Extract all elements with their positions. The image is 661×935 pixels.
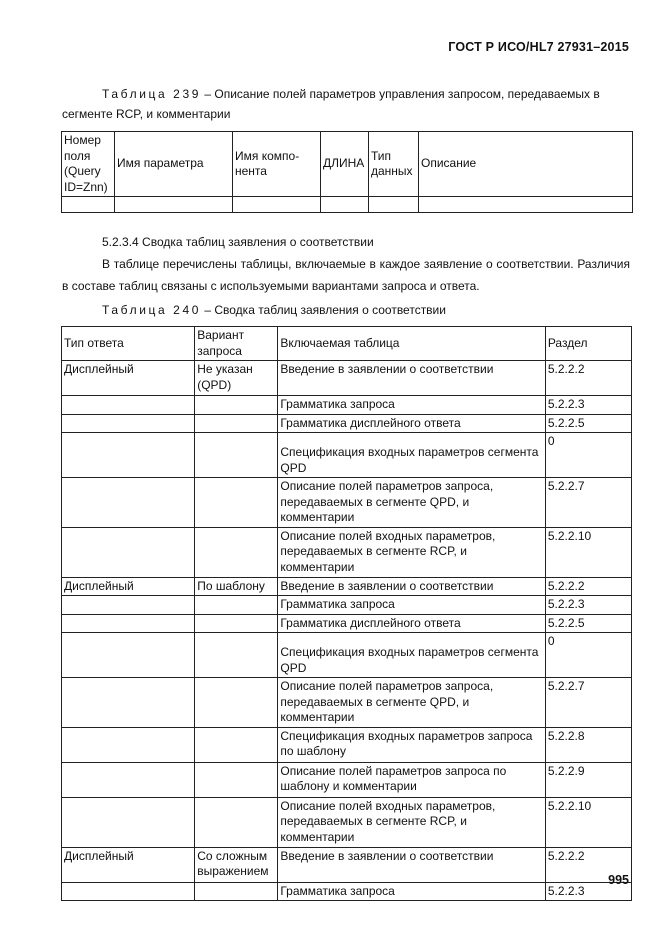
query-variant-cell [195,614,278,633]
section-cell: 5.2.2.2 [545,361,631,396]
table-row [62,396,632,415]
table-row [62,596,632,615]
included-table-cell: Грамматика дисплейного ответа [278,614,545,633]
table-row [62,727,632,762]
t240-col-response-type: Тип ответа [62,327,195,361]
page-number: 995 [608,873,629,887]
response-type-cell [62,596,195,615]
table239-caption-prefix: Таблица 239 [102,87,202,101]
table239-header-row [62,132,633,197]
query-variant-cell [195,762,278,797]
section-cell: 5.2.2.7 [545,678,631,728]
table239-caption [62,84,630,124]
t240-col-included-table: Включаемая таблица [278,327,545,361]
included-table-cell: Грамматика дисплейного ответа [278,414,545,433]
included-table-cell: Спецификация входных параметров сегмента QPD [278,633,545,678]
table-row [62,577,632,596]
response-type-cell: Дисплейный [62,361,195,396]
response-type-cell [62,797,195,847]
query-variant-cell [195,527,278,577]
table-row [62,478,632,528]
section-heading: 5.2.3.4 Сводка таблиц заявления о соответствии [102,235,374,249]
table240-header-row [62,327,632,361]
included-table-cell: Грамматика запроса [278,882,545,901]
response-type-cell: Дисплейный [62,847,195,882]
section-cell: 5.2.2.7 [545,478,631,528]
table-row [62,361,632,396]
query-variant-cell [195,727,278,762]
query-variant-cell [195,478,278,528]
response-type-cell [62,396,195,415]
t239-col-description: Описание [419,132,633,197]
section-text: В таблице перечислены таблицы, включаемые в каждое заявление о соответствии. Различия в составе таблиц связаны с используемыми вариантами запроса и ответа. [62,257,630,293]
table-row [62,433,632,478]
response-type-cell [62,614,195,633]
query-variant-cell: Не указан (QPD) [195,361,278,396]
document-id: ГОСТ Р ИСО/HL7 27931–2015 [448,40,629,54]
table240-caption-text: – Сводка таблиц заявления о соответствии [201,303,446,317]
table240-caption-prefix: Таблица 240 [102,303,202,317]
response-type-cell: Дисплейный [62,577,195,596]
t239-col-field-number: Номер поля (Query ID=Znn) [62,132,115,197]
response-type-cell [62,633,195,678]
t239-col-component-name: Имя компо-нента [233,132,321,197]
query-variant-cell [195,678,278,728]
response-type-cell [62,478,195,528]
t240-col-query-variant: Вариант запроса [195,327,278,361]
table-row [62,797,632,847]
section-cell: 5.2.2.3 [545,396,631,415]
section-5-2-3-4 [62,231,630,297]
table-row [62,678,632,728]
table-row [62,633,632,678]
table-row [62,414,632,433]
section-cell: 5.2.2.3 [545,882,631,901]
section-cell: 5.2.2.10 [545,797,631,847]
response-type-cell [62,727,195,762]
query-variant-cell [195,414,278,433]
included-table-cell: Введение в заявлении о соответствии [278,361,545,396]
query-variant-cell [195,882,278,901]
query-variant-cell [195,596,278,615]
query-variant-cell: Со сложным выражением [195,847,278,882]
included-table-cell: Введение в заявлении о соответствии [278,577,545,596]
included-table-cell: Грамматика запроса [278,396,545,415]
table240-body [62,361,632,901]
table-row [62,847,632,882]
included-table-cell: Описание полей входных параметров, передаваемых в сегменте RCP, и комментарии [278,527,545,577]
table239-empty-row [62,197,633,213]
section-cell: 5.2.2.2 [545,577,631,596]
section-cell: 5.2.2.8 [545,727,631,762]
included-table-cell: Спецификация входных параметров сегмента QPD [278,433,545,478]
t239-col-param-name: Имя параметра [115,132,233,197]
response-type-cell [62,762,195,797]
table-row [62,762,632,797]
section-cell: 0 [545,433,631,478]
response-type-cell [62,527,195,577]
included-table-cell: Описание полей параметров запроса, передаваемых в сегменте QPD, и комментарии [278,678,545,728]
included-table-cell: Введение в заявлении о соответствии [278,847,545,882]
table-row [62,527,632,577]
query-variant-cell: По шаблону [195,577,278,596]
table-240 [61,326,632,901]
section-cell: 5.2.2.10 [545,527,631,577]
table239-caption-text: – Описание полей параметров управления запросом, передаваемых в сегменте RCP, и комментарии [62,87,600,121]
t239-col-data-type: Тип данных [369,132,419,197]
section-cell: 5.2.2.3 [545,596,631,615]
table240-caption [62,300,630,320]
included-table-cell: Описание полей входных параметров, передаваемых в сегменте RCP, и комментарии [278,797,545,847]
table-239 [61,131,633,213]
response-type-cell [62,678,195,728]
query-variant-cell [195,396,278,415]
t240-col-section: Раздел [545,327,631,361]
response-type-cell [62,414,195,433]
section-cell: 5.2.2.5 [545,414,631,433]
table-row [62,882,632,901]
included-table-cell: Грамматика запроса [278,596,545,615]
query-variant-cell [195,797,278,847]
section-cell: 5.2.2.2 [545,847,631,882]
table-row [62,614,632,633]
query-variant-cell [195,433,278,478]
query-variant-cell [195,633,278,678]
t239-col-length: ДЛИНА [321,132,369,197]
section-cell: 5.2.2.9 [545,762,631,797]
response-type-cell [62,433,195,478]
section-cell: 5.2.2.5 [545,614,631,633]
included-table-cell: Описание полей параметров запроса, передаваемых в сегменте QPD, и комментарии [278,478,545,528]
included-table-cell: Спецификация входных параметров запроса по шаблону [278,727,545,762]
section-cell: 0 [545,633,631,678]
response-type-cell [62,882,195,901]
included-table-cell: Описание полей параметров запроса по шаблону и комментарии [278,762,545,797]
